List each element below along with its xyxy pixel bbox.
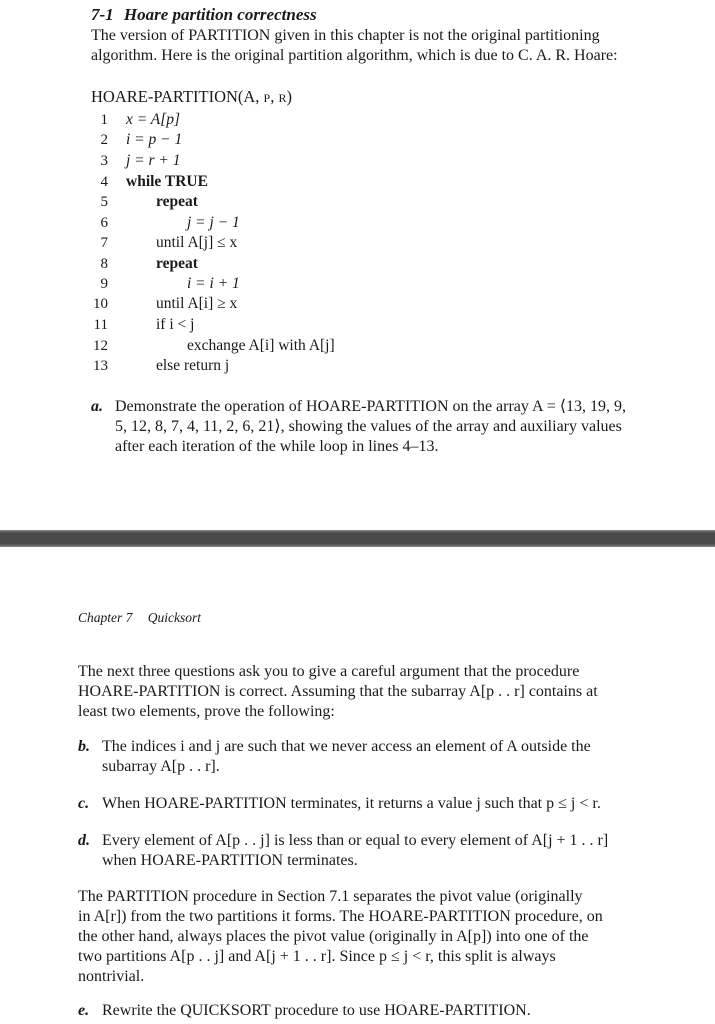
code-line-number: 4 <box>100 174 108 190</box>
intro-line-1: The version of PARTITION given in this chapter is not the original partitioning <box>91 27 600 44</box>
running-header-chapter: Chapter 7 <box>78 610 133 625</box>
part-e-line: Rewrite the QUICKSORT procedure to use HOARE-PARTITION. <box>102 1002 531 1019</box>
code-line: until A[i] ≥ x <box>156 295 238 312</box>
code-line-number: 2 <box>100 132 108 148</box>
code-line-number: 11 <box>93 317 108 333</box>
code-line: x = A[p] <box>126 111 181 128</box>
part-d-label: d. <box>78 832 90 849</box>
intro-line-2: algorithm. Here is the original partition algorithm, which is due to C. A. R. Hoare: <box>91 47 618 64</box>
running-header-title: Quicksort <box>147 610 202 625</box>
code-line: exchange A[i] with A[j] <box>187 337 335 354</box>
bottom-intro-line: least two elements, prove the following: <box>78 703 335 720</box>
paragraph-line: in A[r]) from the two partitions it forms. The HOARE-PARTITION procedure, on <box>78 908 603 925</box>
part-a-line: after each iteration of the while loop in lines 4–13. <box>115 438 439 455</box>
code-line: else return j <box>156 357 230 374</box>
part-b-line: The indices i and j are such that we never access an element of A outside the <box>102 738 591 755</box>
procedure-header: HOARE-PARTITION(A, p, r) <box>91 87 292 106</box>
code-line-number: 12 <box>93 338 108 354</box>
code-line-number: 8 <box>100 256 108 272</box>
problem-number: 7-1 <box>91 5 114 24</box>
bottom-intro-line: The next three questions ask you to give a careful argument that the procedure <box>78 663 580 680</box>
problem-heading <box>91 5 317 25</box>
code-line: repeat <box>156 255 198 272</box>
code-line-number: 7 <box>100 235 108 251</box>
part-d-line: when HOARE-PARTITION terminates. <box>102 852 358 869</box>
code-line: i = i + 1 <box>187 275 240 292</box>
code-line-number: 9 <box>100 276 108 292</box>
code-line-number: 5 <box>100 194 108 210</box>
code-line: if i < j <box>156 316 195 333</box>
part-c-line: When HOARE-PARTITION terminates, it returns a value j such that p ≤ j < r. <box>102 795 601 812</box>
part-a-label: a. <box>91 398 103 415</box>
problem-title: Hoare partition correctness <box>123 5 317 24</box>
code-line-number: 6 <box>100 215 108 231</box>
running-header <box>78 610 213 626</box>
paragraph-line: nontrivial. <box>78 968 145 985</box>
code-line-number: 1 <box>100 112 108 128</box>
paragraph-line: two partitions A[p . . j] and A[j + 1 . . r]. Since p ≤ j < r, this split is always <box>78 948 556 965</box>
code-line: i = p − 1 <box>126 131 183 148</box>
code-line: while TRUE <box>126 173 208 190</box>
paragraph-line: the other hand, always places the pivot value (originally in A[p]) into one of the <box>78 928 589 945</box>
part-d-line: Every element of A[p . . j] is less than or equal to every element of A[j + 1 . . r] <box>102 832 609 849</box>
code-line: j = j − 1 <box>187 214 240 231</box>
code-line-number: 10 <box>93 296 108 312</box>
part-b-line: subarray A[p . . r]. <box>102 758 220 775</box>
code-line: repeat <box>156 193 198 210</box>
code-line-number: 3 <box>100 153 108 169</box>
bottom-intro-line: HOARE-PARTITION is correct. Assuming that the subarray A[p . . r] contains at <box>78 683 598 700</box>
part-c-label: c. <box>78 795 90 812</box>
code-line: j = r + 1 <box>126 152 181 169</box>
part-a-line: 5, 12, 8, 7, 4, 11, 2, 6, 21⟩, showing the values of the array and auxiliary values <box>115 418 622 435</box>
part-b-label: b. <box>78 738 90 755</box>
code-line-number: 13 <box>93 358 108 374</box>
part-a-line: Demonstrate the operation of HOARE-PARTITION on the array A = ⟨13, 19, 9, <box>115 398 626 415</box>
code-line: until A[j] ≤ x <box>156 234 238 251</box>
paragraph-line: The PARTITION procedure in Section 7.1 separates the pivot value (originally <box>78 888 583 905</box>
part-e-label: e. <box>78 1002 90 1019</box>
page-divider <box>0 530 715 547</box>
